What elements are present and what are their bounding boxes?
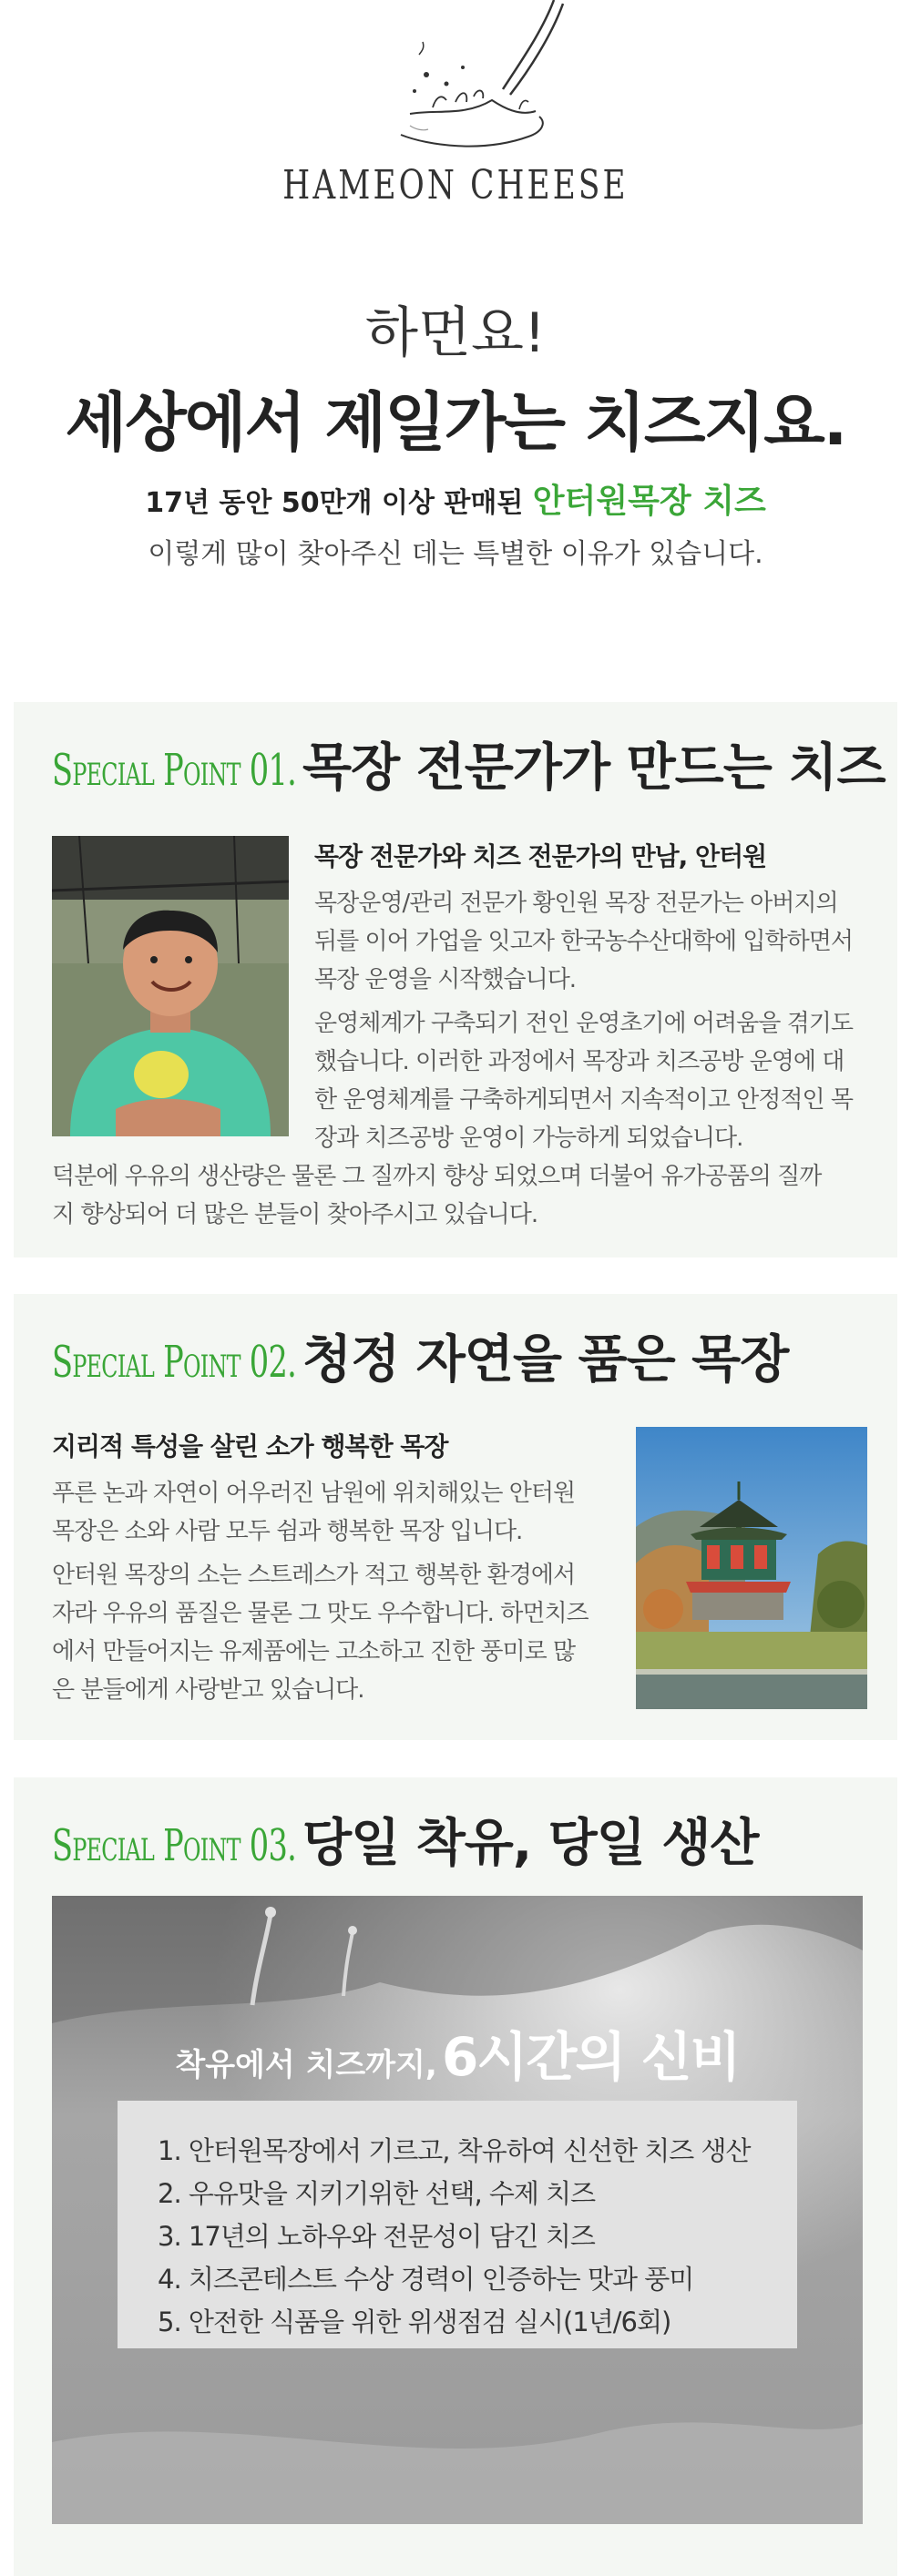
- special-point-03-section: [14, 1777, 897, 2576]
- section-subtitle: 목장 전문가와 치즈 전문가의 만남, 안터원: [314, 841, 767, 871]
- section-title: 당일 착유, 당일 생산: [302, 1814, 759, 1873]
- feature-list: [118, 2101, 797, 2348]
- text-line: 운영체계가 구축되기 전인 운영초기에 어려움을 겪기도: [314, 1010, 853, 1037]
- milk-splash-logo-icon: [383, 0, 565, 159]
- brand-logo-text: HAMEON CHEESE: [282, 162, 629, 209]
- text-line: 했습니다. 이러한 과정에서 목장과 치즈공방 운영에 대: [314, 1048, 844, 1075]
- section-subtitle: 지리적 특성을 살린 소가 행복한 목장: [52, 1431, 448, 1461]
- special-point-01-section: [14, 702, 897, 1257]
- hero-headline: 세상에서 제일가는 치즈지요.: [65, 385, 846, 460]
- section-heading: [52, 728, 885, 800]
- list-item: 3. 17년의 노하우와 전문성이 담긴 치즈: [158, 2221, 595, 2252]
- text-line: 안터원 목장의 소는 스트레스가 적고 행복한 환경에서: [52, 1562, 576, 1589]
- hero-greeting: 하먼요!: [365, 301, 546, 365]
- intro-line-1: [0, 475, 911, 522]
- special-point-02-section: [14, 1294, 897, 1740]
- special-point-label: Special Point 03.: [52, 1820, 297, 1871]
- milk-box-title-small: 착유에서 치즈까지,: [175, 2047, 437, 2083]
- list-item: 1. 안터원목장에서 기르고, 착유하여 신선한 치즈 생산: [158, 2135, 751, 2166]
- text-line: 덕분에 우유의 생산량은 물론 그 질까지 향상 되었으며 더불어 유가공품의 질까: [52, 1163, 822, 1190]
- paragraph-1: [314, 884, 853, 999]
- text-line: 은 분들에게 사랑받고 있습니다.: [52, 1676, 364, 1704]
- milk-box-title: [52, 2014, 863, 2091]
- special-point-label: Special Point 01.: [52, 745, 297, 796]
- intro-prefix: 17년 동안 50만개 이상 판매된: [145, 487, 524, 519]
- intro-highlight: 안터원목장 치즈: [532, 483, 766, 520]
- text-line: 목장운영/관리 전문가 황인원 목장 전문가는 아버지의: [314, 890, 838, 917]
- pavilion-landscape-photo: [636, 1427, 867, 1709]
- text-line: 에서 만들어지는 유제품에는 고소하고 진한 풍미로 많: [52, 1638, 576, 1665]
- paragraph-1: [52, 1474, 575, 1551]
- milk-background-box: [52, 1896, 863, 2524]
- text-line: 뒤를 이어 가업을 잇고자 한국농수산대학에 입학하면서: [314, 928, 853, 955]
- paragraph-3: [52, 1157, 821, 1234]
- text-line: 자라 우유의 품질은 물론 그 맛도 우수합니다. 하먼치즈: [52, 1600, 589, 1627]
- list-item: 4. 치즈콘테스트 수상 경력이 인증하는 맛과 풍미: [158, 2264, 694, 2295]
- milk-box-title-big: 6시간의 신비: [441, 2026, 740, 2088]
- text-line: 한 운영체계를 구축하게되면서 지속적이고 안정적인 목: [314, 1086, 853, 1114]
- paragraph-2: [52, 1556, 589, 1709]
- text-line: 목장 운영을 시작했습니다.: [314, 966, 577, 993]
- list-item: 5. 안전한 식품을 위한 위생점검 실시(1년/6회): [158, 2306, 671, 2337]
- section-heading: [52, 1803, 759, 1876]
- section-title: 목장 전문가가 만드는 치즈: [302, 738, 885, 798]
- intro-line-2: 이렇게 많이 찾아주신 데는 특별한 이유가 있습니다.: [148, 538, 763, 570]
- list-item: 2. 우유맛을 지키기위한 선택, 수제 치즈: [158, 2178, 596, 2209]
- text-line: 지 향상되어 더 많은 분들이 찾아주시고 있습니다.: [52, 1201, 538, 1228]
- farmer-portrait-photo: [52, 836, 289, 1136]
- section-title: 청정 자연을 품은 목장: [302, 1330, 789, 1390]
- text-line: 장과 치즈공방 운영이 가능하게 되었습니다.: [314, 1125, 743, 1152]
- text-line: 목장은 소와 사람 모두 쉼과 행복한 목장 입니다.: [52, 1518, 523, 1545]
- text-line: 푸른 논과 자연이 어우러진 남원에 위치해있는 안터원: [52, 1480, 576, 1507]
- special-point-label: Special Point 02.: [52, 1337, 297, 1388]
- paragraph-2: [314, 1004, 853, 1157]
- section-heading: [52, 1319, 788, 1392]
